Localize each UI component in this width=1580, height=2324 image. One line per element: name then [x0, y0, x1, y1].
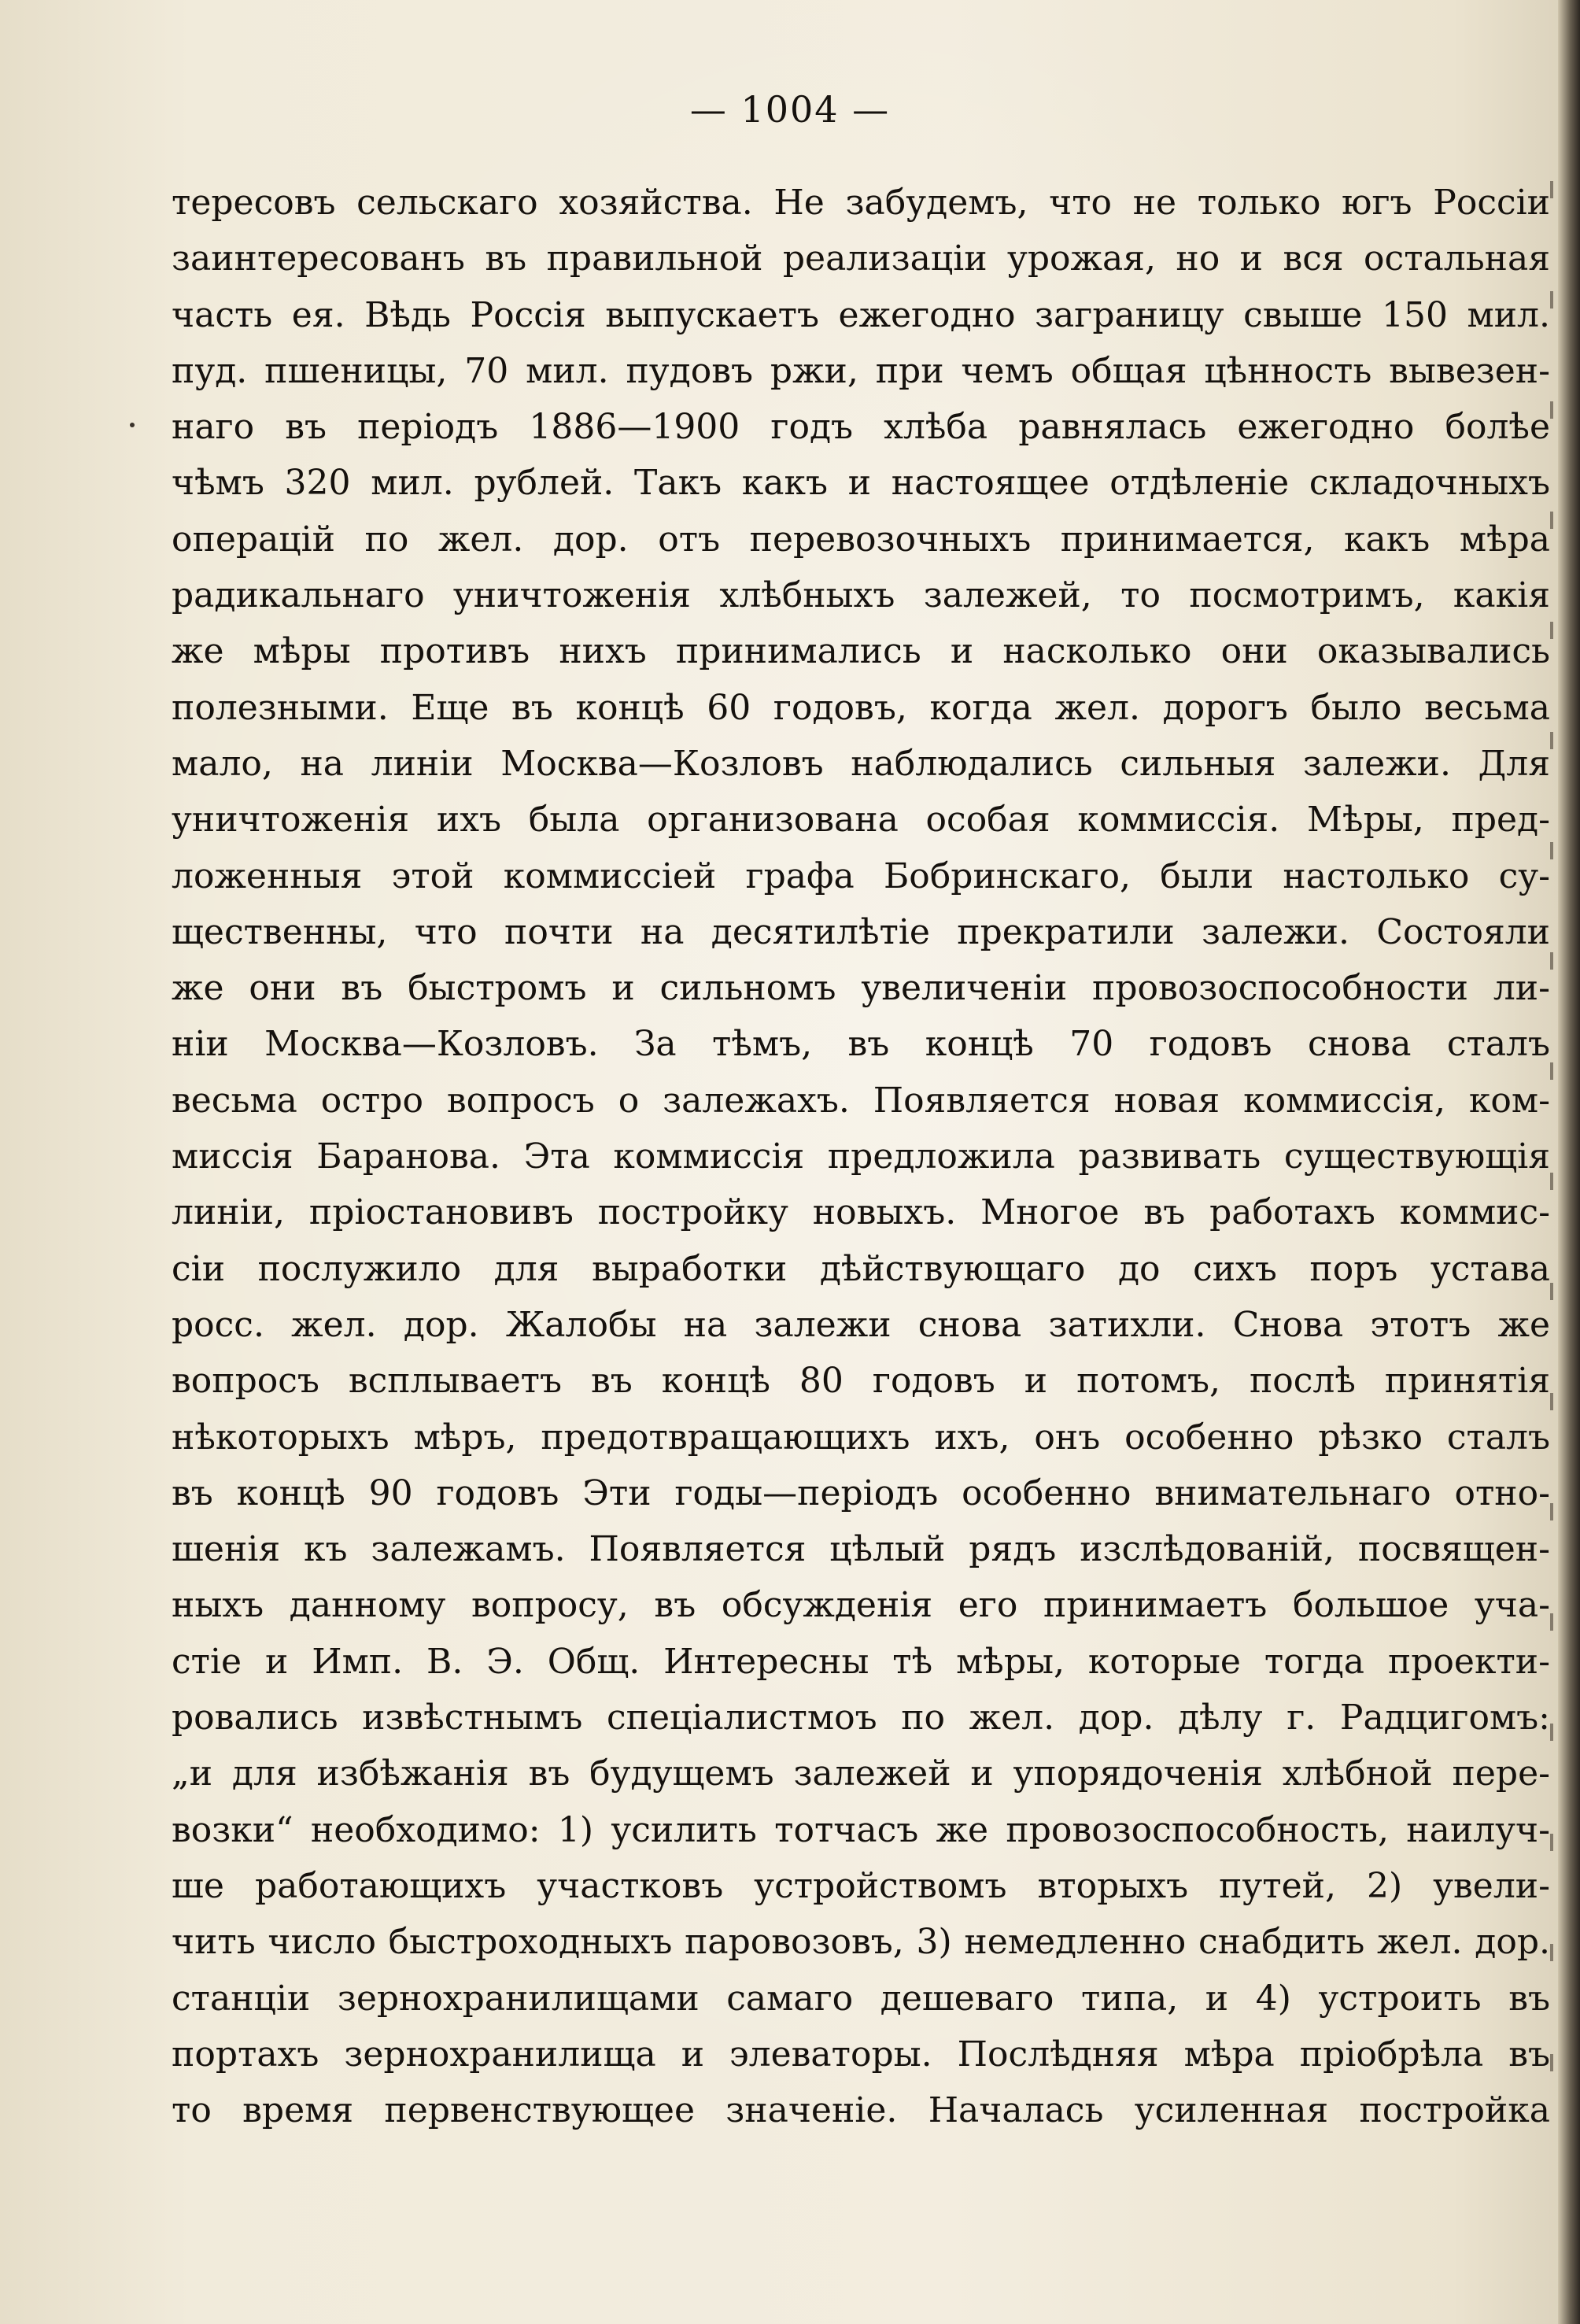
text-line: тересовъ сельскаго хозяйства. Не забудемъ, что не только югъ Россіи [172, 183, 1550, 223]
text-line: „и для избѣжанія въ будущемъ залежей и упорядоченія хлѣбной пере- [172, 1753, 1550, 1794]
page-edge-marks [1550, 181, 1553, 2148]
text-line: росс. жел. дор. Жалобы на залежи снова затихли. Снова этотъ же [172, 1304, 1550, 1345]
text-line: возки“ необходимо: 1) усилить тотчасъ же провозоспособность, наилуч- [172, 1809, 1550, 1850]
text-line: чить число быстроходныхъ паровозовъ, 3) немедленно снабдить жел. дор. [172, 1922, 1550, 1963]
text-line: весьма остро вопросъ о залежахъ. Появляется новая коммиссія, ком- [172, 1080, 1550, 1121]
text-line: уничтоженія ихъ была организована особая коммиссія. Мѣры, пред- [172, 800, 1550, 841]
text-line: ніи Москва—Козловъ. За тѣмъ, въ концѣ 70 годовъ снова сталъ [172, 1024, 1550, 1065]
text-line: пуд. пшеницы, 70 мил. пудовъ ржи, при чемъ общая цѣнность вывезен- [172, 350, 1550, 391]
text-line: нѣкоторыхъ мѣръ, предотвращающихъ ихъ, онъ особенно рѣзко сталъ [172, 1417, 1550, 1458]
page-number: — 1004 — [689, 88, 891, 131]
text-line: щественны, что почти на десятилѣтіе прекратили залежи. Состояли [172, 911, 1550, 952]
text-line: операцій по жел. дор. отъ перевозочныхъ принимается, какъ мѣра [172, 519, 1550, 560]
text-line: полезными. Еще въ концѣ 60 годовъ, когда жел. дорогъ было весьма [172, 687, 1550, 728]
text-line: наго въ періодъ 1886—1900 годъ хлѣба равнялась ежегодно болѣе [172, 407, 1550, 448]
text-line: ложенныя этой коммиссіей графа Бобринскаго, были настолько су- [172, 855, 1550, 896]
text-line: заинтересованъ въ правильной реализаціи урожая, но и вся остальная [172, 238, 1550, 279]
text-line: станціи зернохранилищами самаго дешеваго типа, и 4) устроить въ [172, 1978, 1550, 2019]
text-line: то время первенствующее значеніе. Началась усиленная постройка [172, 2090, 1550, 2131]
text-line: мало, на линіи Москва—Козловъ наблюдались сильныя залежи. Для [172, 743, 1550, 784]
body-text [172, 175, 1550, 2138]
text-line: въ концѣ 90 годовъ Эти годы—періодъ особенно внимательнаго отно- [172, 1472, 1550, 1513]
text-line: вопросъ всплываетъ въ концѣ 80 годовъ и потомъ, послѣ принятія [172, 1361, 1550, 1402]
margin-mark [130, 423, 135, 427]
text-line: чѣмъ 320 мил. рублей. Такъ какъ и настоящее отдѣленіе складочныхъ [172, 463, 1550, 504]
page-edge-shadow [1558, 0, 1580, 2324]
text-line: портахъ зернохранилища и элеваторы. Послѣдняя мѣра пріобрѣла въ [172, 2034, 1550, 2075]
text-line: часть ея. Вѣдь Россія выпускаетъ ежегодно заграницу свыше 150 мил. [172, 294, 1550, 335]
text-line: же мѣры противъ нихъ принимались и насколько они оказывались [172, 631, 1550, 672]
text-line: миссія Баранова. Эта коммиссія предложила развивать существующія [172, 1136, 1550, 1177]
text-line: сіи послужило для выработки дѣйствующаго до сихъ поръ устава [172, 1248, 1550, 1289]
text-line: радикальнаго уничтоженія хлѣбныхъ залежей, то посмотримъ, какія [172, 575, 1550, 616]
text-line: линіи, пріостановивъ постройку новыхъ. Многое въ работахъ коммис- [172, 1192, 1550, 1233]
text-line: шенія къ залежамъ. Появляется цѣлый рядъ изслѣдованій, посвящен- [172, 1529, 1550, 1570]
text-line: ше работающихъ участковъ устройствомъ вторыхъ путей, 2) увели- [172, 1865, 1550, 1906]
text-line: же они въ быстромъ и сильномъ увеличеніи провозоспособности ли- [172, 968, 1550, 1009]
text-line: ныхъ данному вопросу, въ обсужденія его принимаетъ большое уча- [172, 1585, 1550, 1626]
text-line: стіе и Имп. В. Э. Общ. Интересны тѣ мѣры, которые тогда проекти- [172, 1641, 1550, 1682]
text-line: ровались извѣстнымъ спеціалистмоъ по жел. дор. дѣлу г. Радцигомъ: [172, 1698, 1550, 1738]
